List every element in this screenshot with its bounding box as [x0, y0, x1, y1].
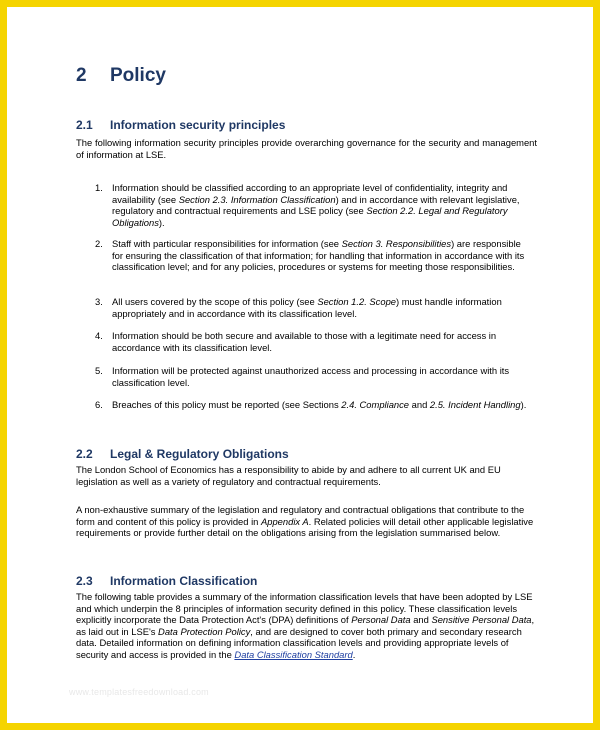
list-number: 3.	[95, 296, 103, 307]
list-text: Information should be classified according to an appropriate level of confidentiality, integrity and availability (see Section 2.3. Information Classification) and in accordance with relevant legislative, regulatory and contractual requirements and LSE policy (see Section 2.2. Legal and Regulatory Obligations).	[112, 182, 520, 228]
list-text: All users covered by the scope of this policy (see Section 1.2. Scope) must handle information appropriately and in accordance with its classification level.	[112, 296, 502, 319]
section-2-1-intro: The following information security principles provide overarching governance for the security and management of information at LSE.	[76, 137, 537, 160]
list-text: Staff with particular responsibilities for information (see Section 3. Responsibilities) are responsible for ensuring the classification of that information; for handling that information in accordance with its classification level; and for any policies, procedures or systems for meeting those responsibilities.	[112, 238, 525, 273]
section-number: 2.3	[76, 574, 93, 588]
section-2-2-paragraph: A non-exhaustive summary of the legislation and regulatory and contractual obligations that contribute to the form and content of this policy is provided in Appendix A. Related policies will detail other applicable legislative requirements or provide further detail on the obligations arising from the legislation summarised below.	[76, 504, 534, 539]
section-2-2-paragraph: The London School of Economics has a responsibility to abide by and adhere to all current UK and EU legislation as well as a variety of regulatory and contractual requirements.	[76, 464, 501, 487]
section-number: 2	[76, 65, 87, 86]
watermark: www.templatesfreedownload.com	[69, 687, 209, 697]
list-number: 5.	[95, 365, 103, 376]
list-number: 1.	[95, 182, 103, 193]
data-classification-standard-link[interactable]: Data Classification Standard	[234, 648, 353, 660]
section-title: Policy	[110, 65, 166, 86]
list-text: Information should be both secure and available to those with a legitimate need for access in accordance with its classification level.	[112, 330, 497, 353]
section-2-3-paragraph: The following table provides a summary of the information classification levels that have been adopted by LSE and which underpin the 8 principles of information security defined in this policy. These classification levels explicitly incorporate the Data Protection Act's (DPA) definitions of Personal Data and Sensitive Personal Data, as laid out in LSE's Data Protection Policy, and are designed to cover both primary and secondary research data. Detailed information on defining information classification levels and providing appropriate levels of security and access is provided in the Data Classification Standard.	[76, 591, 535, 660]
section-title: Information Classification	[110, 574, 258, 588]
section-2-heading	[76, 65, 166, 87]
section-number: 2.1	[76, 118, 93, 132]
list-number: 2.	[95, 238, 103, 249]
section-title: Legal & Regulatory Obligations	[110, 447, 289, 461]
section-number: 2.2	[76, 447, 93, 461]
list-text: Breaches of this policy must be reported (see Sections 2.4. Compliance and 2.5. Incident Handling).	[112, 399, 527, 410]
list-number: 6.	[95, 399, 103, 410]
list-number: 4.	[95, 330, 103, 341]
section-2-2-heading	[76, 447, 289, 461]
list-text: Information will be protected against unauthorized access and processing in accordance with its classification level.	[112, 365, 510, 388]
section-2-3-heading	[76, 574, 257, 588]
document-page	[7, 7, 593, 723]
section-2-1-heading	[76, 118, 285, 132]
section-title: Information security principles	[110, 118, 286, 132]
